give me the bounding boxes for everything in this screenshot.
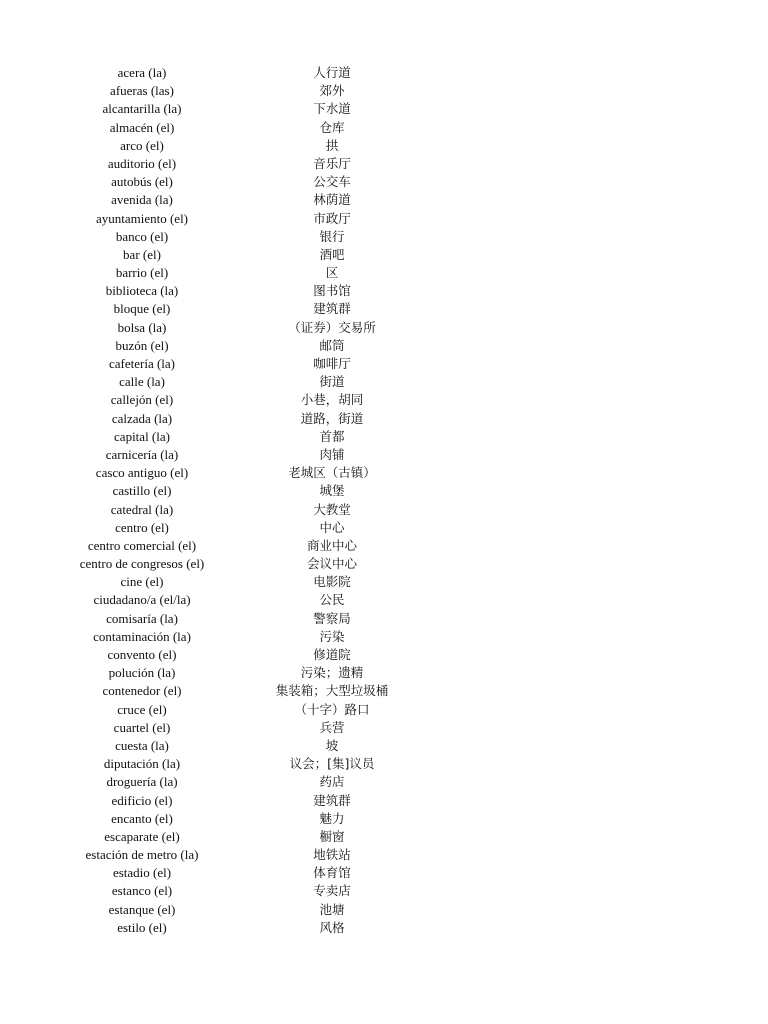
spanish-term: edificio (el) [111, 792, 173, 808]
vocab-row [0, 810, 768, 828]
chinese-translation: 污染 [319, 628, 345, 644]
chinese-translation: 邮筒 [319, 337, 345, 353]
spanish-term: arco (el) [120, 137, 164, 153]
vocab-row [0, 537, 768, 555]
spanish-term: diputación (la) [103, 756, 181, 772]
chinese-translation: 魅力 [319, 810, 345, 826]
spanish-term: cruce (el) [117, 701, 167, 717]
chinese-translation: 中心 [319, 519, 345, 535]
vocab-row [0, 355, 768, 373]
vocab-row [0, 210, 768, 228]
chinese-translation: 银行 [319, 228, 345, 244]
spanish-term: afueras (las) [110, 83, 174, 99]
vocab-row [0, 464, 768, 482]
spanish-term: contaminación (la) [93, 628, 191, 644]
spanish-term: alcantarilla (la) [102, 101, 182, 117]
vocab-row [0, 82, 768, 100]
chinese-translation: 集装箱；大型垃圾桶 [275, 683, 389, 699]
spanish-term: contenedor (el) [102, 683, 182, 699]
chinese-translation: 图书馆 [313, 283, 351, 299]
spanish-term: ayuntamiento (el) [95, 210, 189, 226]
vocab-row [0, 682, 768, 700]
spanish-term: auditorio (el) [107, 155, 177, 171]
spanish-term: estadio (el) [112, 865, 172, 881]
spanish-term: capital (la) [114, 428, 170, 444]
chinese-translation: 橱窗 [319, 828, 345, 844]
spanish-term: estanque (el) [108, 901, 176, 917]
chinese-translation: 风格 [319, 919, 345, 935]
vocab-row [0, 64, 768, 82]
spanish-term: droguería (la) [106, 774, 178, 790]
vocab-row [0, 410, 768, 428]
chinese-translation: 酒吧 [319, 246, 345, 262]
chinese-translation: 议会；[集]议员 [289, 756, 375, 772]
chinese-translation: 音乐厅 [313, 155, 351, 171]
vocab-row [0, 919, 768, 937]
vocab-row [0, 719, 768, 737]
chinese-translation: 道路，街道 [300, 410, 364, 426]
chinese-translation: 肉铺 [319, 446, 345, 462]
chinese-translation: 兵营 [319, 719, 345, 735]
chinese-translation: 大教堂 [313, 501, 351, 517]
vocab-row [0, 446, 768, 464]
vocab-row [0, 137, 768, 155]
spanish-term: bar (el) [123, 246, 161, 262]
spanish-term: casco antiguo (el) [95, 465, 189, 481]
spanish-term: autobús (el) [111, 174, 173, 190]
spanish-term: estación de metro (la) [85, 847, 199, 863]
vocab-row [0, 828, 768, 846]
chinese-translation: 下水道 [313, 101, 351, 117]
spanish-term: cuesta (la) [115, 737, 169, 753]
spanish-term: callejón (el) [110, 392, 174, 408]
chinese-translation: 地铁站 [313, 847, 351, 863]
chinese-translation: 咖啡厅 [313, 356, 351, 371]
vocab-row [0, 173, 768, 191]
chinese-translation: 建筑群 [313, 792, 351, 808]
vocab-row [0, 573, 768, 591]
chinese-translation: 区 [325, 265, 339, 281]
vocab-row [0, 864, 768, 882]
vocab-row [0, 282, 768, 300]
chinese-translation: 小巷，胡同 [300, 392, 364, 408]
spanish-term: centro (el) [115, 519, 169, 535]
vocab-row [0, 119, 768, 137]
vocab-row [0, 191, 768, 209]
chinese-translation: 修道院 [313, 647, 351, 662]
spanish-term: biblioteca (la) [105, 283, 179, 299]
spanish-term: estilo (el) [117, 919, 167, 935]
chinese-translation: 坡 [325, 737, 339, 753]
vocab-row [0, 591, 768, 609]
vocab-row [0, 737, 768, 755]
spanish-term: polución (la) [108, 665, 176, 681]
spanish-term: cine (el) [120, 574, 164, 590]
spanish-term: cuartel (el) [113, 719, 171, 735]
vocabulary-list [0, 64, 768, 937]
chinese-translation: 公民 [319, 592, 345, 608]
vocab-row [0, 846, 768, 864]
vocab-row [0, 373, 768, 391]
vocab-row [0, 882, 768, 900]
chinese-translation: 警察局 [313, 610, 351, 626]
spanish-term: encanto (el) [111, 810, 173, 826]
vocab-row [0, 501, 768, 519]
spanish-term: avenida (la) [111, 192, 173, 208]
vocab-row [0, 901, 768, 919]
chinese-translation: 人行道 [313, 65, 351, 80]
spanish-term: escaparate (el) [104, 828, 180, 844]
chinese-translation: （十字）路口 [294, 701, 370, 717]
vocab-row [0, 773, 768, 791]
spanish-term: centro de congresos (el) [79, 556, 205, 572]
vocab-row [0, 228, 768, 246]
chinese-translation: 污染；遗精 [300, 665, 364, 681]
chinese-translation: 仓库 [319, 119, 345, 135]
vocab-row [0, 701, 768, 719]
spanish-term: carnicería (la) [105, 446, 179, 462]
spanish-term: ciudadano/a (el/la) [93, 592, 191, 608]
vocab-row [0, 155, 768, 173]
vocab-row [0, 664, 768, 682]
spanish-term: centro comercial (el) [87, 537, 197, 553]
chinese-translation: 拱 [325, 137, 339, 153]
spanish-term: bloque (el) [113, 301, 171, 317]
chinese-translation: 药店 [319, 774, 345, 790]
chinese-translation: 郊外 [319, 83, 345, 99]
vocab-row [0, 755, 768, 773]
chinese-translation: 林荫道 [313, 192, 351, 208]
spanish-term: castillo (el) [112, 483, 172, 499]
spanish-term: bolsa (la) [117, 319, 167, 335]
chinese-translation: 城堡 [319, 483, 345, 499]
chinese-translation: 体育馆 [313, 865, 351, 881]
chinese-translation: 电影院 [313, 574, 351, 590]
vocab-row [0, 519, 768, 537]
chinese-translation: 老城区（古镇） [288, 465, 376, 481]
vocab-row [0, 428, 768, 446]
chinese-translation: 会议中心 [306, 556, 357, 572]
chinese-translation: 建筑群 [313, 301, 351, 317]
spanish-term: calle (la) [119, 374, 165, 390]
vocab-row [0, 264, 768, 282]
chinese-translation: （证券）交易所 [288, 319, 376, 335]
spanish-term: barrio (el) [115, 265, 169, 281]
vocab-row [0, 100, 768, 118]
spanish-term: calzada (la) [111, 410, 173, 426]
vocab-row [0, 555, 768, 573]
vocab-row [0, 482, 768, 500]
spanish-term: almacén (el) [109, 119, 175, 135]
chinese-translation: 公交车 [313, 174, 351, 190]
chinese-translation: 市政厅 [313, 210, 351, 226]
spanish-term: comisaría (la) [106, 610, 178, 626]
vocab-row [0, 319, 768, 337]
chinese-translation: 商业中心 [306, 537, 357, 553]
vocab-row [0, 610, 768, 628]
spanish-term: acera (la) [117, 65, 167, 80]
chinese-translation: 专卖店 [313, 883, 351, 899]
vocab-row [0, 246, 768, 264]
vocab-row [0, 792, 768, 810]
vocab-row [0, 337, 768, 355]
vocab-row [0, 628, 768, 646]
spanish-term: catedral (la) [110, 501, 174, 517]
vocab-row [0, 300, 768, 318]
spanish-term: cafetería (la) [108, 356, 176, 371]
spanish-term: estanco (el) [111, 883, 173, 899]
chinese-translation: 池塘 [319, 901, 345, 917]
chinese-translation: 首都 [319, 428, 345, 444]
spanish-term: banco (el) [115, 228, 169, 244]
chinese-translation: 街道 [319, 374, 345, 390]
spanish-term: buzón (el) [115, 337, 169, 353]
vocab-row [0, 391, 768, 409]
vocab-row [0, 646, 768, 664]
spanish-term: convento (el) [107, 647, 177, 662]
